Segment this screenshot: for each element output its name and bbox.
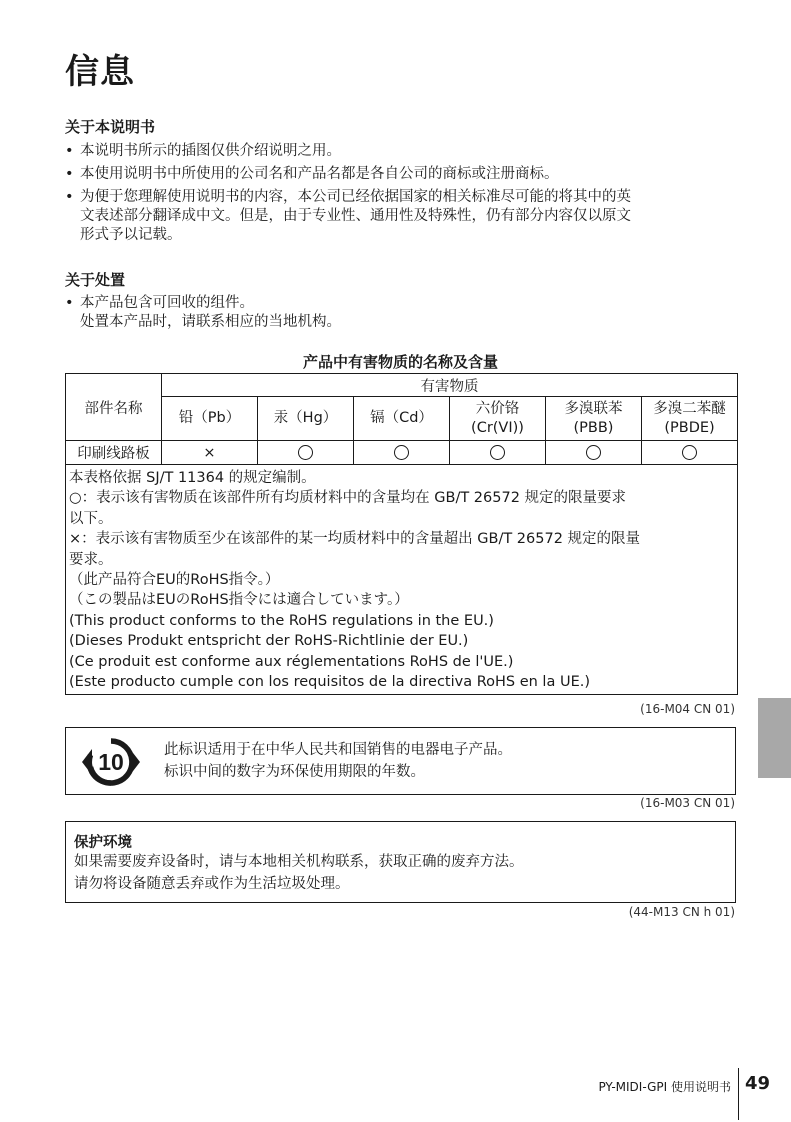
text-line: 要求。 xyxy=(69,551,113,568)
part-name-cell: 印刷线路板 xyxy=(66,441,162,465)
substance-status-cell: × xyxy=(162,441,258,465)
text-line: 文表述部分翻译成中文。但是，由于专业性、通用性及特殊性，仍有部分内容仅以原文 xyxy=(80,208,631,224)
text-line: 形式予以记载。 xyxy=(80,227,182,243)
substance-status-cell xyxy=(642,441,738,465)
text-line: 标识中间的数字为环保使用期限的年数。 xyxy=(164,764,425,780)
substance-status-cell xyxy=(258,441,354,465)
footer-doc-title: PY-MIDI-GPI 使用说明书 xyxy=(598,1080,731,1094)
rohs-table-title: 产品中有害物质的名称及含量 xyxy=(302,353,498,371)
text-line: • 本使用说明书中所使用的公司名和产品名都是各自公司的商标或注册商标。 xyxy=(80,166,559,182)
circle-mark-icon xyxy=(682,445,697,460)
rohs-table-code: (16-M04 CN 01) xyxy=(640,702,735,716)
circle-mark-icon xyxy=(490,445,505,460)
footer-divider xyxy=(738,1068,739,1120)
text-line: （此产品符合EU的RoHS指令。） xyxy=(69,572,280,589)
epup-logo-number: 10 xyxy=(98,749,124,775)
text-line: 此标识适用于在中华人民共和国销售的电器电子产品。 xyxy=(164,742,512,758)
text-line: (PBB) xyxy=(573,419,614,436)
text-line: ○：表示该有害物质在该部件所有均质材料中的含量均在 GB/T 26572 规定的限量要求 xyxy=(69,490,627,507)
circle-mark-icon xyxy=(586,445,601,460)
text-line: 汞（Hg） xyxy=(273,410,338,426)
part-name-header: 部件名称 xyxy=(66,374,162,441)
disposal-section-heading: 关于处置 xyxy=(65,271,126,289)
substance-column-header xyxy=(162,397,258,441)
substance-status-cell xyxy=(450,441,546,465)
rohs-table xyxy=(65,373,738,695)
substance-column-header xyxy=(258,397,354,441)
environment-heading: 保护环境 xyxy=(74,835,132,851)
text-line: (Cr(VI)) xyxy=(471,419,524,436)
list-item xyxy=(65,188,735,245)
epup-box xyxy=(65,727,736,795)
text-line: 多溴联苯 xyxy=(564,400,623,417)
manual-notes-list xyxy=(65,142,735,249)
text-line: 铅（Pb） xyxy=(178,410,241,426)
disposal-notes-list xyxy=(65,294,735,336)
text-line: (Ce produit est conforme aux réglementations RoHS de l'UE.) xyxy=(69,653,514,670)
page-number: 49 xyxy=(745,1073,771,1094)
text-line: 镉（Cd） xyxy=(370,410,433,426)
chapter-tab xyxy=(758,698,791,778)
text-line: 六价铬 xyxy=(475,400,520,417)
text-line: (Dieses Produkt entspricht der RoHS-Richtlinie der EU.) xyxy=(69,633,469,650)
list-item xyxy=(65,165,735,184)
substance-column-header xyxy=(642,397,738,441)
text-line: 如果需要废弃设备时，请与本地相关机构联系，获取正确的废弃方法。 xyxy=(74,854,524,870)
text-line: （この製品はEUのRoHS指令には適合しています。） xyxy=(69,592,409,609)
text-line: • 本产品包含可回收的组件。 xyxy=(80,295,254,311)
text-line: (This product conforms to the RoHS regulations in the EU.) xyxy=(69,612,494,629)
epup-text xyxy=(164,739,512,783)
text-line: • 为便于您理解使用说明书的内容，本公司已经依据国家的相关标准尽可能的将其中的英 xyxy=(80,189,631,205)
text-line: 以下。 xyxy=(69,510,113,527)
text-line: 多溴二苯醚 xyxy=(653,400,726,417)
substance-column-header xyxy=(354,397,450,441)
circle-mark-icon xyxy=(394,445,409,460)
substance-status-cell xyxy=(546,441,642,465)
circle-mark-icon xyxy=(298,445,313,460)
hazardous-substances-header: 有害物质 xyxy=(162,374,738,397)
page-title: 信息 xyxy=(65,52,135,92)
text-line: 本表格依据 SJ/T 11364 的规定编制。 xyxy=(69,470,316,486)
environment-text xyxy=(74,851,524,895)
manual-section-heading: 关于本说明书 xyxy=(65,118,156,136)
environment-code: (44-M13 CN h 01) xyxy=(628,905,735,919)
list-item xyxy=(65,142,735,161)
text-line: ×：表示该有害物质至少在该部件的某一均质材料中的含量超出 GB/T 26572 规定的限量 xyxy=(69,531,641,548)
text-line: (PBDE) xyxy=(664,419,715,436)
text-line: • 本说明书所示的插图仅供介绍说明之用。 xyxy=(80,143,341,159)
text-line: (Este producto cumple con los requisitos de la directiva RoHS en la UE.) xyxy=(69,674,590,691)
text-line: 处置本产品时，请联系相应的当地机构。 xyxy=(80,314,341,330)
text-line: 请勿将设备随意丢弃或作为生活垃圾处理。 xyxy=(74,876,350,892)
environmental-protection-use-period-icon xyxy=(76,733,146,791)
epup-code: (16-M03 CN 01) xyxy=(640,796,735,810)
substance-column-header xyxy=(546,397,642,441)
rohs-notes xyxy=(66,465,738,695)
environment-box xyxy=(65,821,736,903)
substance-column-header xyxy=(450,397,546,441)
list-item xyxy=(65,294,735,332)
substance-status-cell xyxy=(354,441,450,465)
